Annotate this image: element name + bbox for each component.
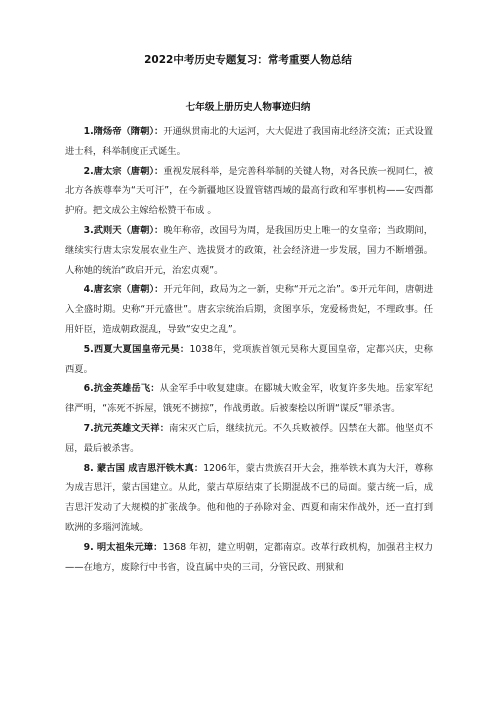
paragraph-lead: 7.抗元英雄文天祥： xyxy=(83,422,170,434)
paragraph-text: 南宋灭亡后，继续抗元。不久兵败被俘。囚禁在大都。他坚贞不屈，最后被杀害。 xyxy=(65,422,433,454)
paragraph-lead: 1.隋炀帝（隋朝）： xyxy=(83,126,164,137)
paragraph-4 xyxy=(65,280,433,339)
section-title: 七年级上册历史人物事迹归纳 xyxy=(185,102,311,113)
paragraph-8 xyxy=(65,459,433,538)
paragraph-lead: 2.唐太宗（唐朝）： xyxy=(83,165,164,177)
paragraph-lead: 9. 明太祖朱元璋： xyxy=(83,541,163,553)
paragraph-lead: 3.武则天（唐朝）： xyxy=(83,224,164,236)
paragraph-6 xyxy=(65,379,433,419)
document-title: 2022中考历史专题复习：常考重要人物总结 xyxy=(144,54,352,66)
paragraph-text: 开通纵贯南北的大运河，大大促进了我国南北经济交流；正式设置进士科，科举制度正式诞生。 xyxy=(65,126,433,157)
paragraph-7 xyxy=(65,419,433,459)
paragraph-5 xyxy=(65,340,433,380)
paragraph-text: 1368 年初，建立明朝，定都南京。改革行政机构，加强君主权力——在地方，废除行中书省，设直属中央的三司，分管民政、刑狱和 xyxy=(65,541,433,573)
paragraph-lead: 6.抗金英雄岳飞： xyxy=(83,383,160,395)
paragraph-lead: 5.西夏大夏国皇帝元昊： xyxy=(83,343,190,355)
paragraph-lead: 4.唐玄宗（唐朝）： xyxy=(83,284,164,296)
paragraph-9 xyxy=(65,538,433,578)
paragraph-2 xyxy=(65,162,433,221)
paragraph-lead: 8. 蒙古国 成吉思汗铁木真： xyxy=(83,462,204,474)
paragraph-text: 晚年称帝，改国号为周，是我国历史上唯一的女皇帝；当政期间，继续实行唐太宗发展农业生产、选拔贤才的政策，社会经济进一步发展，国力不断增强。人称她的统治“政启开元，治宏贞观”。 xyxy=(65,224,433,276)
paragraph-text: 从金军手中收复建康。在郾城大败金军，收复许多失地。岳家军纪律严明，“冻死不拆屋，饿死不掳掠”，作战勇敢。后被秦桧以所谓“谋反”罪杀害。 xyxy=(65,383,433,415)
paragraph-3 xyxy=(65,221,433,280)
paragraph-text: 1206年，蒙古贵族召开大会，推举铁木真为大汗，尊称为成吉思汗，蒙古国建立。从此，蒙古草原结束了长期混战不已的局面。蒙古统一后，成吉思汗发动了大规模的扩张战争。他和他的子孙除对金、西夏和南宋作战外，还一直打到欧洲的多瑙河流域。 xyxy=(65,462,433,533)
paragraph-1 xyxy=(65,122,433,162)
paragraph-text: 重视发展科举，是完善科举制的关键人物，对各民族一视同仁，被北方各族尊奉为“天可汗”，在今新疆地区设置管辖西域的最高行政和军事机构——安西都护府。把文成公主嫁给松赞干布成 。 xyxy=(65,165,433,217)
paragraph-text: 1038年，党项族首领元昊称大夏国皇帝，定都兴庆，史称西夏。 xyxy=(65,343,433,375)
document-body xyxy=(65,122,433,577)
paragraph-text: 开元年间，政局为之一新，史称“开元之治”。⑤开元年间，唐朝进入全盛时期。史称“开元盛世”。唐玄宗统治后期，贪图享乐，宠爱杨贵妃，不理政事。任用奸臣，造成朝政混乱，导致“安史之乱”。 xyxy=(65,284,433,335)
